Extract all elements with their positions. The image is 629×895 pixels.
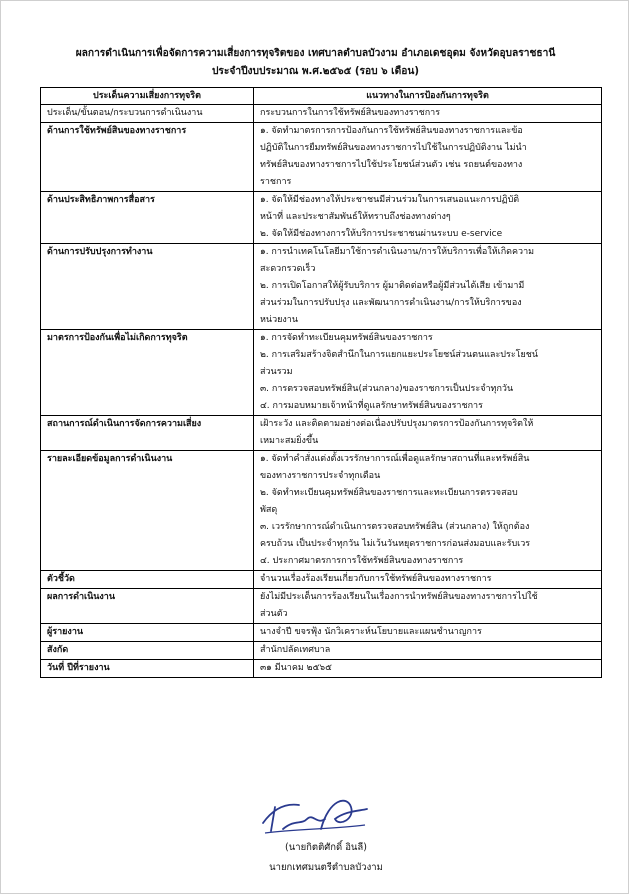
table-row xyxy=(41,330,602,416)
content-line: ๓. เวรรักษาการณ์ดำเนินการตรวจสอบทรัพย์สิน (ส่วนกลาง) ให้ถูกต้อง xyxy=(260,522,530,532)
content-line: ๒. การเสริมสร้างจิตสำนึกในการแยกแยะประโยชน์ส่วนตนและประโยชน์ xyxy=(260,350,539,360)
content-line: หน้าที่ และประชาสัมพันธ์ให้ทราบถึงช่องทางต่างๆ xyxy=(260,212,451,222)
signer-name: (นายกิตติศักดิ์ อินลี) xyxy=(285,842,367,853)
row-label: วันที่ ปีที่รายงาน xyxy=(41,660,254,678)
table-row xyxy=(41,642,602,660)
content-line: ๒. จัดให้มีช่องทางการให้บริการประชาชนผ่านระบบ e-service xyxy=(260,229,503,239)
row-label: ผู้รายงาน xyxy=(41,624,254,642)
row-label: ด้านการใช้ทรัพย์สินของทางราชการ xyxy=(41,123,254,192)
row-label: มาตรการป้องกันเพื่อไม่เกิดการทุจริต xyxy=(41,330,254,416)
table-row xyxy=(41,660,602,678)
row-content xyxy=(254,330,602,416)
content-line: ๑. การจัดทำทะเบียนคุมทรัพย์สินของราชการ xyxy=(260,333,433,343)
content-line: ราชการ xyxy=(260,177,292,187)
content-line: ๑. จัดทำมาตรการการป้องกันการใช้ทรัพย์สินของทางราชการและข้อ xyxy=(260,126,523,136)
row-label: ประเด็น/ขั้นตอน/กระบวนการดำเนินงาน xyxy=(41,105,254,123)
row-label: สถานการณ์ดำเนินการจัดการความเสี่ยง xyxy=(41,416,254,451)
table-row xyxy=(41,624,602,642)
table-row xyxy=(41,123,602,192)
row-content xyxy=(254,105,602,123)
content-line: เฝ้าระวัง และติดตามอย่างต่อเนื่องปรับปรุงมาตรการป้องกันการทุจริตให้ xyxy=(260,419,534,429)
content-line: ๒. การเปิดโอกาสให้ผู้รับบริการ ผู้มาติดต่อหรือผู้มีส่วนได้เสีย เข้ามามี xyxy=(260,281,525,291)
table-row xyxy=(41,589,602,624)
content-line: กระบวนการในการใช้ทรัพย์สินของทางราชการ xyxy=(260,108,441,118)
content-line: สะดวกรวดเร็ว xyxy=(260,264,316,274)
row-content xyxy=(254,642,602,660)
row-content xyxy=(254,123,602,192)
row-content xyxy=(254,416,602,451)
content-line: ส่วนรวม xyxy=(260,367,293,377)
title-line-2: ประจำปีงบประมาณ พ.ศ.๒๕๖๕ (รอบ ๖ เดือน) xyxy=(211,66,420,77)
content-line: สำนักปลัดเทศบาล xyxy=(260,645,331,655)
content-line: ๑. จัดให้มีช่องทางให้ประชาชนมีส่วนร่วมในการเสนอแนะการปฏิบัติ xyxy=(260,195,520,205)
row-content xyxy=(254,589,602,624)
row-label: รายละเอียดข้อมูลการดำเนินงาน xyxy=(41,451,254,571)
table-row xyxy=(41,416,602,451)
table-row xyxy=(41,244,602,330)
header-risk-issue: ประเด็นความเสี่ยงการทุจริต xyxy=(41,88,254,105)
signature-block xyxy=(221,789,431,895)
table-row xyxy=(41,571,602,589)
row-label: ผลการดำเนินงาน xyxy=(41,589,254,624)
table-row xyxy=(41,105,602,123)
table-row xyxy=(41,192,602,244)
content-line: ส่วนตัว xyxy=(260,609,288,619)
risk-table xyxy=(40,87,602,678)
document-title xyxy=(21,45,610,81)
signature-image xyxy=(255,789,375,837)
content-line: หน่วยงาน xyxy=(260,315,299,325)
header-prevention-approach: แนวทางในการป้องกันการทุจริต xyxy=(254,88,602,105)
content-line: ๑. การนำเทคโนโลยีมาใช้การดำเนินงาน/การให้บริการเพื่อให้เกิดความ xyxy=(260,247,535,257)
table-header-row xyxy=(41,88,602,105)
content-line: ครบถ้วน เป็นประจำทุกวัน ไม่เว้นวันหยุดราชการก่อนส่งมอบและรับเวร xyxy=(260,539,531,549)
content-line: พัสดุ xyxy=(260,505,278,515)
row-label: ตัวชี้วัด xyxy=(41,571,254,589)
table-row xyxy=(41,451,602,571)
row-content xyxy=(254,571,602,589)
content-line: ส่วนร่วมในการปรับปรุง และพัฒนาการดำเนินงาน/การให้บริการของ xyxy=(260,298,522,308)
content-line: ๑. จัดทำคำสั่งแต่งตั้งเวรรักษาการณ์เพื่อดูแลรักษาสถานที่และทรัพย์สิน xyxy=(260,454,530,464)
table-body xyxy=(41,105,602,678)
content-line: ยังไม่มีประเด็นการร้องเรียนในเรื่องการนำทรัพย์สินของทางราชการไปใช้ xyxy=(260,592,538,602)
signer-position: นายกเทศมนตรีตำบลบัวงาม xyxy=(269,862,383,873)
row-label: สังกัด xyxy=(41,642,254,660)
row-content xyxy=(254,624,602,642)
content-line: ๔. ประกาศมาตรการการใช้ทรัพย์สินของทางราชการ xyxy=(260,556,464,566)
row-content xyxy=(254,192,602,244)
content-line: ทรัพย์สินของทางราชการไปใช้ประโยชน์ส่วนตัว เช่น รถยนต์ของทาง xyxy=(260,160,523,170)
content-line: ๒. จัดทำทะเบียนคุมทรัพย์สินของราชการและทะเบียนการตรวจสอบ xyxy=(260,488,518,498)
row-label: ด้านการปรับปรุงการทำงาน xyxy=(41,244,254,330)
content-line: ของทางราชการประจำทุกเดือน xyxy=(260,471,381,481)
content-line: จำนวนเรื่องร้องเรียนเกี่ยวกับการใช้ทรัพย์สินของทางราชการ xyxy=(260,574,492,584)
content-line: ปฏิบัติในการยืมทรัพย์สินของทางราชการไปใช้ในการปฏิบัติงาน ไม่นำ xyxy=(260,143,527,153)
row-label: ด้านประสิทธิภาพการสื่อสาร xyxy=(41,192,254,244)
content-line: ๓๑ มีนาคม ๒๕๖๕ xyxy=(260,663,332,673)
content-line: ๔. การมอบหมายเจ้าหน้าที่ดูแลรักษาทรัพย์สินของราชการ xyxy=(260,401,483,411)
row-content xyxy=(254,660,602,678)
content-line: เหมาะสมยิ่งขึ้น xyxy=(260,436,319,446)
title-line-1: ผลการดำเนินการเพื่อจัดการความเสี่ยงการทุจริตของ เทศบาลตำบลบัวงาม อำเภอเดชอุดม จังหวัดอุบลราชธานี xyxy=(75,48,556,59)
row-content xyxy=(254,244,602,330)
row-content xyxy=(254,451,602,571)
content-line: ๓. การตรวจสอบทรัพย์สิน(ส่วนกลาง)ของราชการเป็นประจำทุกวัน xyxy=(260,384,514,394)
content-line: นางจำปี ขจรฟุ้ง นักวิเคราะห์นโยบายและแผนชำนาญการ xyxy=(260,627,482,637)
